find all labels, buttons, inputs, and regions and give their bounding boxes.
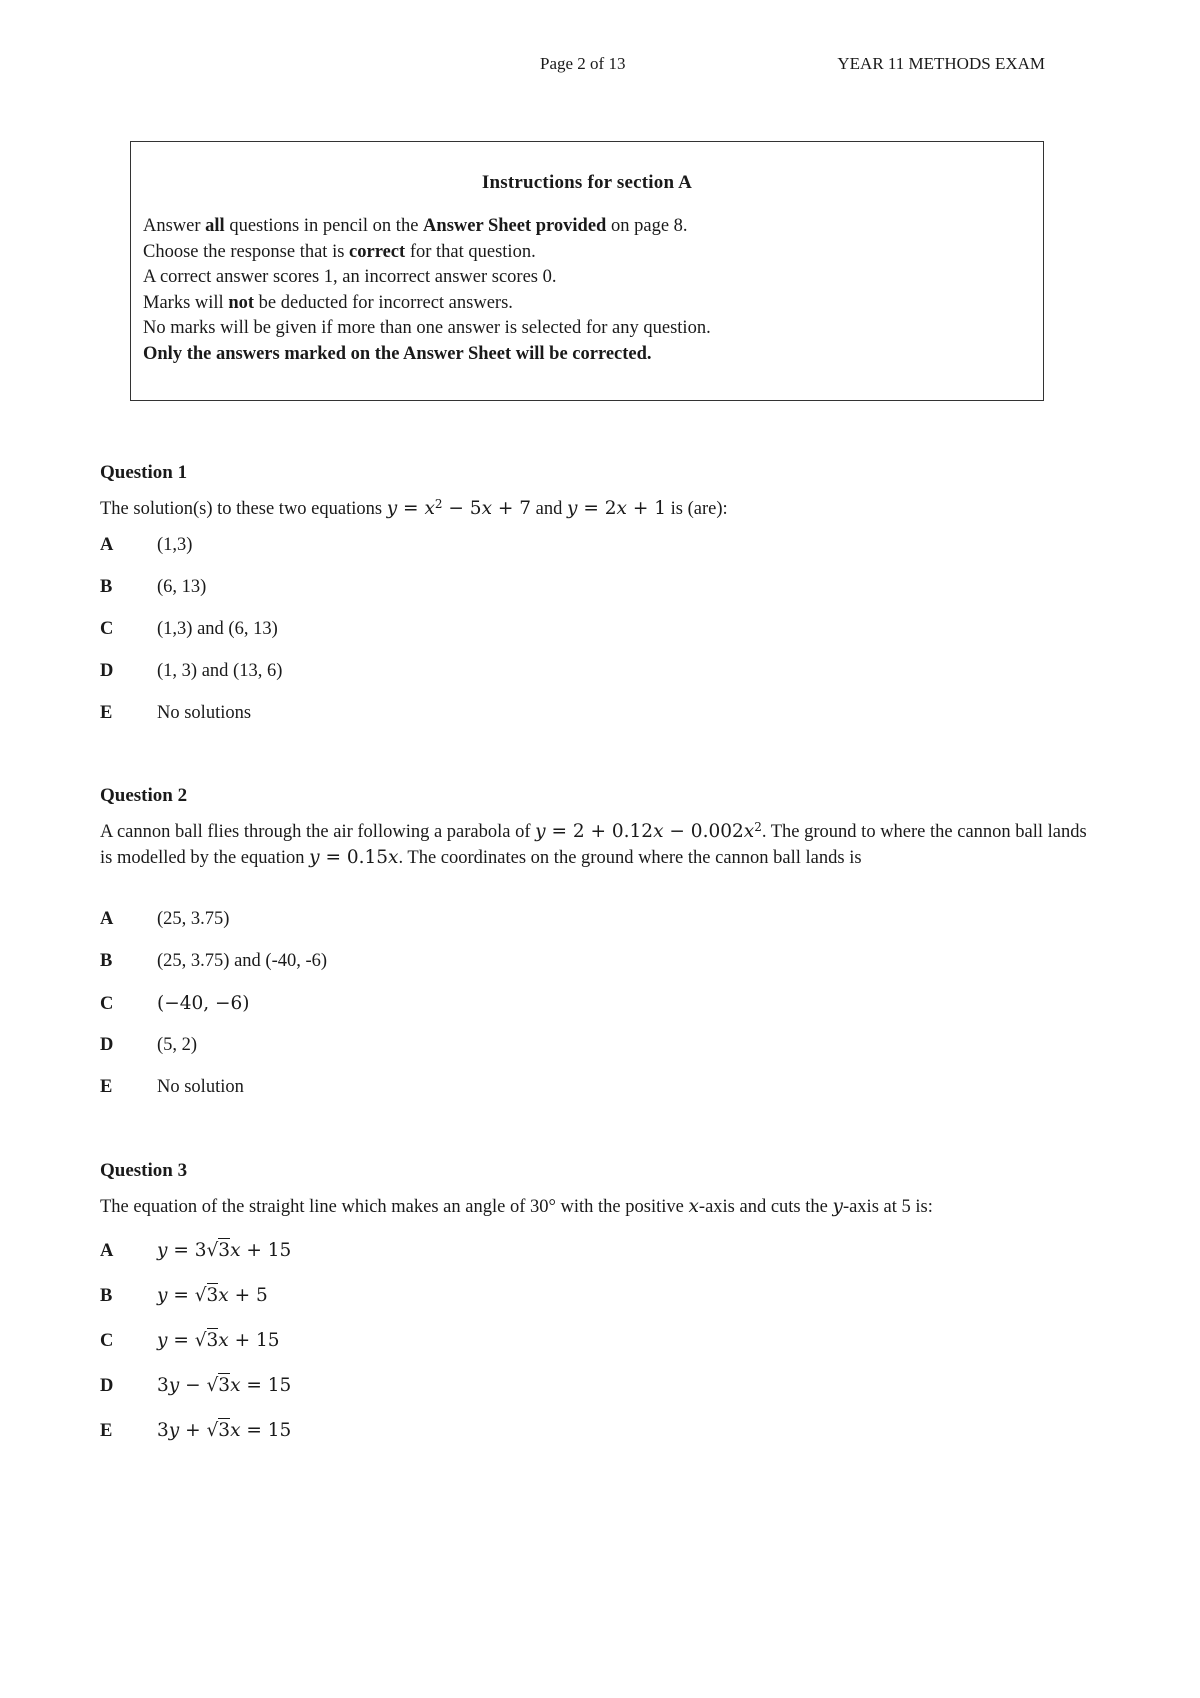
question-stem: A cannon ball flies through the air following a parabola of $y = 2 + 0.12x - 0.002x^2$. The ground to where the cannon ball lands is modelled by the equation y = 0.15x. The coordinates on the ground where the cannon ball lands is: [100, 820, 1087, 868]
question-title: Question 3: [100, 1160, 188, 1181]
option-letter: E: [100, 703, 113, 723]
option-text: No solutions: [157, 703, 252, 723]
option-letter: A: [100, 535, 114, 555]
text: A cannon ball flies through the air following a parabola of: [100, 822, 536, 842]
exam-title: YEAR 11 METHODS EXAM: [837, 54, 1045, 73]
text: -axis and cuts the: [698, 1197, 833, 1217]
option-text: (1, 3) and (13, 6): [157, 661, 283, 681]
option-letter: E: [100, 1421, 113, 1441]
option-letter: D: [100, 661, 114, 681]
answer-option: A y = 3√3x + 15: [100, 1240, 292, 1261]
answer-option: [100, 1035, 197, 1061]
answer-option: C y = √3x + 15: [100, 1330, 280, 1351]
text: The equation of the straight line which makes an angle of 30° with the positive: [100, 1197, 689, 1217]
instructions-title: Instructions for section A: [481, 172, 693, 193]
option-text: (25, 3.75) and (-40, -6): [157, 951, 328, 971]
equation: y: [386, 498, 398, 519]
instruction-line: [143, 214, 1031, 240]
instruction-line: [143, 240, 1031, 266]
page-number: Page 2 of 13: [540, 54, 626, 73]
question-1: [100, 462, 1100, 723]
text: on page 8.: [606, 216, 688, 236]
answer-option: D 3y − √3x = 15: [100, 1375, 292, 1396]
answer-option: [100, 1077, 244, 1103]
option-text: No solution: [157, 1077, 244, 1097]
answer-option: [100, 577, 206, 603]
option-letter: B: [100, 1286, 113, 1306]
answer-option: [100, 993, 250, 1019]
text: for that question.: [405, 241, 536, 262]
instruction-line: Only the answers marked on the Answer Sheet will be corrected.: [143, 343, 652, 364]
answer-option: [100, 909, 229, 935]
question-title: Question 1: [100, 462, 188, 483]
option-letter: A: [100, 909, 114, 929]
option-letter: D: [100, 1035, 114, 1055]
emphasis: not: [228, 292, 255, 313]
text: -axis at 5 is:: [842, 1197, 933, 1217]
instruction-line: No marks will be given if more than one answer is selected for any question.: [143, 318, 711, 338]
option-letter: C: [100, 619, 114, 639]
option-letter: C: [100, 1331, 114, 1351]
option-letter: B: [100, 951, 113, 971]
question-stem: The solution(s) to these two equations $y = x^2 - 5x + 7$ and y = 2x + 1 is (are):: [100, 497, 728, 519]
text: Choose the response that is: [143, 241, 350, 262]
text: The solution(s) to these two equations: [100, 499, 387, 519]
emphasis: Answer Sheet provided: [423, 216, 607, 236]
answer-option: E 3y + √3x = 15: [100, 1420, 292, 1441]
option-text: (1,3): [157, 535, 193, 555]
option-letter: B: [100, 577, 113, 597]
instruction-line: A correct answer scores 1, an incorrect answer scores 0.: [143, 267, 557, 287]
option-text: (6, 13): [157, 577, 207, 597]
option-text: (25, 3.75): [157, 909, 230, 929]
answer-option: [100, 535, 192, 561]
option-letter: E: [100, 1077, 113, 1097]
text: questions in pencil on the: [224, 216, 424, 236]
page-header: [0, 54, 1200, 78]
text: be deducted for incorrect answers.: [254, 292, 513, 313]
text: Answer: [143, 216, 206, 236]
text: Marks will: [143, 292, 229, 313]
answer-option: [100, 703, 251, 729]
emphasis: all: [205, 216, 225, 236]
option-letter: C: [100, 994, 114, 1014]
option-text: (−40, −6): [157, 993, 250, 1014]
answer-option: [100, 619, 278, 645]
question-stem: The equation of the straight line which makes an angle of 30° with the positive x-axis and cuts the y-axis at 5 is:: [100, 1196, 933, 1217]
text: . The ground to where the cannon ball lands is modelled by the equation: [100, 822, 1087, 868]
instruction-line: [143, 291, 1031, 317]
option-text: (1,3) and (6, 13): [157, 619, 278, 639]
option-text: (5, 2): [157, 1035, 198, 1055]
question-2: [100, 785, 1100, 1097]
instructions-box: [130, 141, 1044, 401]
question-title: Question 2: [100, 785, 188, 806]
option-letter: D: [100, 1376, 114, 1396]
option-letter: A: [100, 1241, 114, 1261]
answer-option: [100, 951, 327, 977]
text: . The coordinates on the ground where the cannon ball lands is: [398, 848, 862, 868]
question-3: [100, 1160, 1100, 1441]
answer-option: [100, 661, 282, 687]
answer-option: B y = √3x + 5: [100, 1285, 268, 1306]
text: is (are):: [666, 499, 728, 519]
text: and: [531, 499, 568, 519]
emphasis: correct: [349, 241, 406, 262]
